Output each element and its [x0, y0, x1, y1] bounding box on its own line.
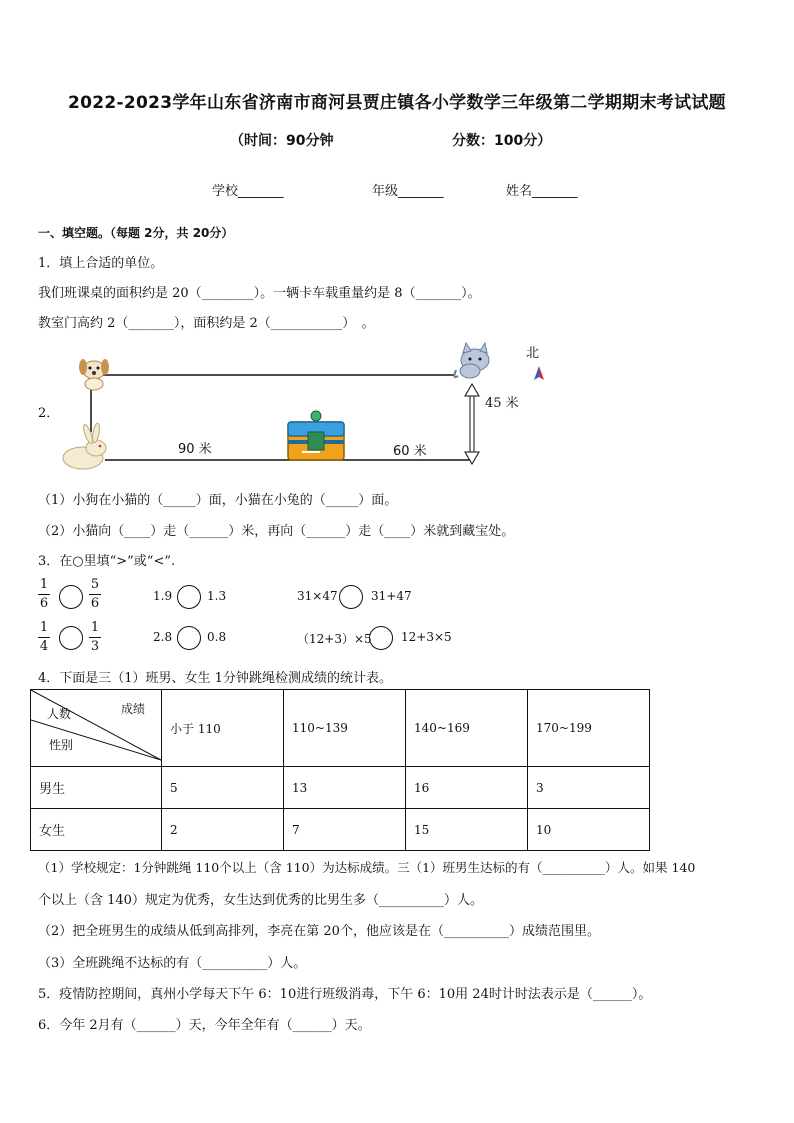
compare-left: （12+3）×5: [297, 632, 372, 646]
header-gender-label: 性别: [49, 738, 74, 752]
q1-stem: 1．填上合适的单位。: [38, 256, 164, 271]
table-cell: 10: [528, 809, 650, 851]
column-header: 小于 110: [162, 690, 284, 767]
north-label: 北: [526, 346, 540, 361]
rabbit-icon: [63, 423, 106, 469]
fraction-1-3: 1 3: [90, 620, 100, 654]
distance-45m: 45 米: [485, 396, 519, 411]
row-label: 女生: [31, 809, 162, 851]
compare-circle[interactable]: [177, 626, 201, 650]
dog-icon: [79, 359, 109, 390]
table-cell: 16: [406, 767, 528, 809]
table-header-row: [31, 690, 650, 767]
table-cell: 3: [528, 767, 650, 809]
compare-right: 31+47: [371, 589, 412, 603]
header-count-label: 人数: [47, 707, 72, 721]
q4-sub1-line1: （1）学校规定：1分钟跳绳 110个以上（含 110）为达标成绩。三（1）班男生达标的有（__________）人。如果 140: [38, 860, 696, 875]
total-score: 分数：100分）: [452, 133, 552, 149]
compare-right: 1.3: [207, 589, 227, 603]
compare-left: 1.9: [153, 589, 173, 603]
q4-sub3: （3）全班跳绳不达标的有（__________）人。: [38, 956, 307, 971]
table-row: [31, 809, 650, 851]
header-corner-cell: [31, 690, 162, 767]
q4-sub1-line2: 个以上（含 140）规定为优秀，女生达到优秀的比男生多（__________）人。: [38, 893, 483, 908]
table-cell: 7: [284, 809, 406, 851]
header-score-label: 成绩: [121, 702, 146, 716]
compare-circle[interactable]: [59, 585, 83, 609]
table-row: [31, 767, 650, 809]
fraction-5-6: 5 6: [90, 577, 100, 611]
table-cell: 5: [162, 767, 284, 809]
q2-sub2: （2）小猫向（____）走（______）米，再向（______）走（____）米就到藏宝处。: [38, 524, 515, 539]
school-field: 学校_______: [212, 184, 284, 199]
compare-circle[interactable]: [369, 626, 393, 650]
q2-number: 2．: [38, 406, 60, 421]
row-label: 男生: [31, 767, 162, 809]
jump-rope-table: [30, 689, 650, 851]
q4-stem: 4．下面是三（1）班男、女生 1分钟跳绳检测成绩的统计表。: [38, 671, 392, 686]
north-compass-icon: [534, 366, 544, 380]
arrow-down-icon: [465, 452, 479, 464]
grade-field: 年级_______: [372, 184, 444, 199]
column-header: 110~139: [284, 690, 406, 767]
table-cell: 13: [284, 767, 406, 809]
compare-right: 0.8: [207, 630, 227, 644]
q3-stem: 3．在○里填“>”或“<”.: [38, 554, 176, 569]
cat-icon: [454, 343, 489, 378]
table-cell: 15: [406, 809, 528, 851]
treasure-chest-icon: [288, 411, 344, 460]
compare-circle[interactable]: [339, 585, 363, 609]
q5-text: 5．疫情防控期间，真州小学每天下午 6：10进行班级消毒，下午 6：10用 24时计时法表示是（______）。: [38, 987, 652, 1002]
section-heading: 一、填空题。（每题 2分，共 20分）: [38, 226, 234, 240]
q6-text: 6．今年 2月有（______）天，今年全年有（______）天。: [38, 1018, 371, 1033]
compare-right: 12+3×5: [401, 630, 452, 644]
q1-line2: 教室门高约 2（_______），面积约是 2（___________） 。: [38, 316, 375, 331]
q1-line1: 我们班课桌的面积约是 20（________）。一辆卡车载重量约是 8（_______）。: [38, 286, 481, 301]
fraction-1-6: 1 6: [39, 577, 49, 611]
compare-circle[interactable]: [59, 626, 83, 650]
distance-90m: 90 米: [178, 442, 212, 457]
column-header: 140~169: [406, 690, 528, 767]
arrow-up-icon: [465, 384, 479, 396]
fraction-1-4: 1 4: [39, 620, 49, 654]
distance-60m: 60 米: [393, 444, 427, 459]
exam-title: 2022-2023学年山东省济南市商河县贾庄镇各小学数学三年级第二学期期末考试试题: [68, 93, 726, 113]
time-limit: （时间：90分钟: [230, 133, 334, 149]
name-field: 姓名_______: [506, 184, 578, 199]
column-header: 170~199: [528, 690, 650, 767]
compare-left: 31×47: [297, 589, 338, 603]
compare-left: 2.8: [153, 630, 173, 644]
table-cell: 2: [162, 809, 284, 851]
q2-sub1: （1）小狗在小猫的（_____）面，小猫在小兔的（_____）面。: [38, 493, 398, 508]
q4-sub2: （2）把全班男生的成绩从低到高排列，李亮在第 20个，他应该是在（__________）成绩范围里。: [38, 924, 600, 939]
compare-circle[interactable]: [177, 585, 201, 609]
